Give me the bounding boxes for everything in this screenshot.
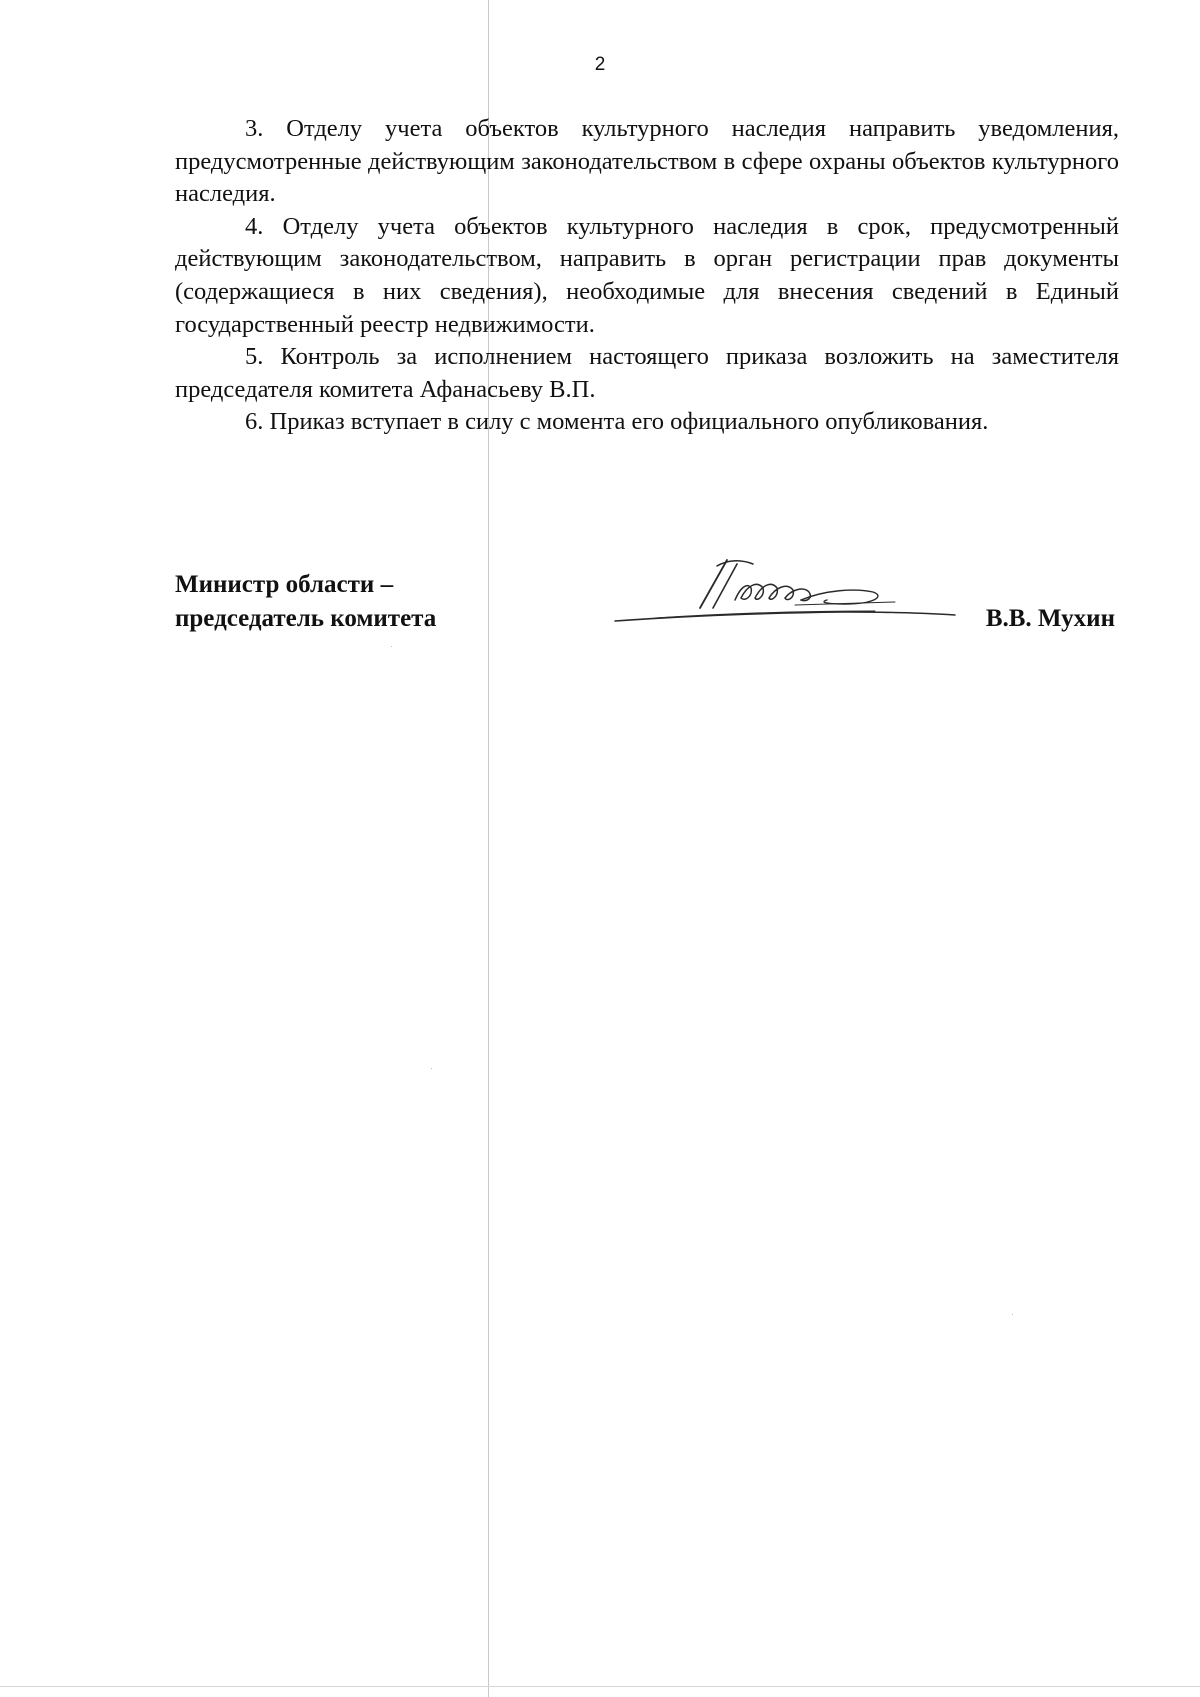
page-number: 2 [594,54,606,75]
signatory-title-line1: Министр области – [175,571,394,598]
paragraph-6: 6. Приказ вступает в силу с момента его официального опубликования. [245,408,989,436]
signatory-name: В.В. Мухин [985,605,1115,632]
signatory-title [175,568,436,636]
paragraph-5: 5. Контроль за исполнением настоящего приказа возложить на заместителя председателя комитета Афанасьеву В.П. [175,343,1119,403]
paragraph-3: 3. Отделу учета объектов культурного наследия направить уведомления, предусмотренные действующим законодательством в сфере охраны объектов культурного наследия. [175,115,1119,208]
paragraph-4: 4. Отделу учета объектов культурного наследия в срок, предусмотренный действующим законодательством, направить в орган регистрации прав документы (содержащиеся в них сведения), необходимые для внесения сведений в Единый государственный реестр недвижимости. [175,212,1119,338]
scan-bottom-edge [0,1686,1200,1687]
scan-speck [1012,1314,1013,1315]
scan-speck [431,1068,432,1069]
signature-block [175,568,1119,638]
handwritten-signature [595,558,965,638]
scan-speck [391,646,392,647]
document-body [175,113,1119,439]
signatory-title-line2: председатель комитета [175,605,437,632]
